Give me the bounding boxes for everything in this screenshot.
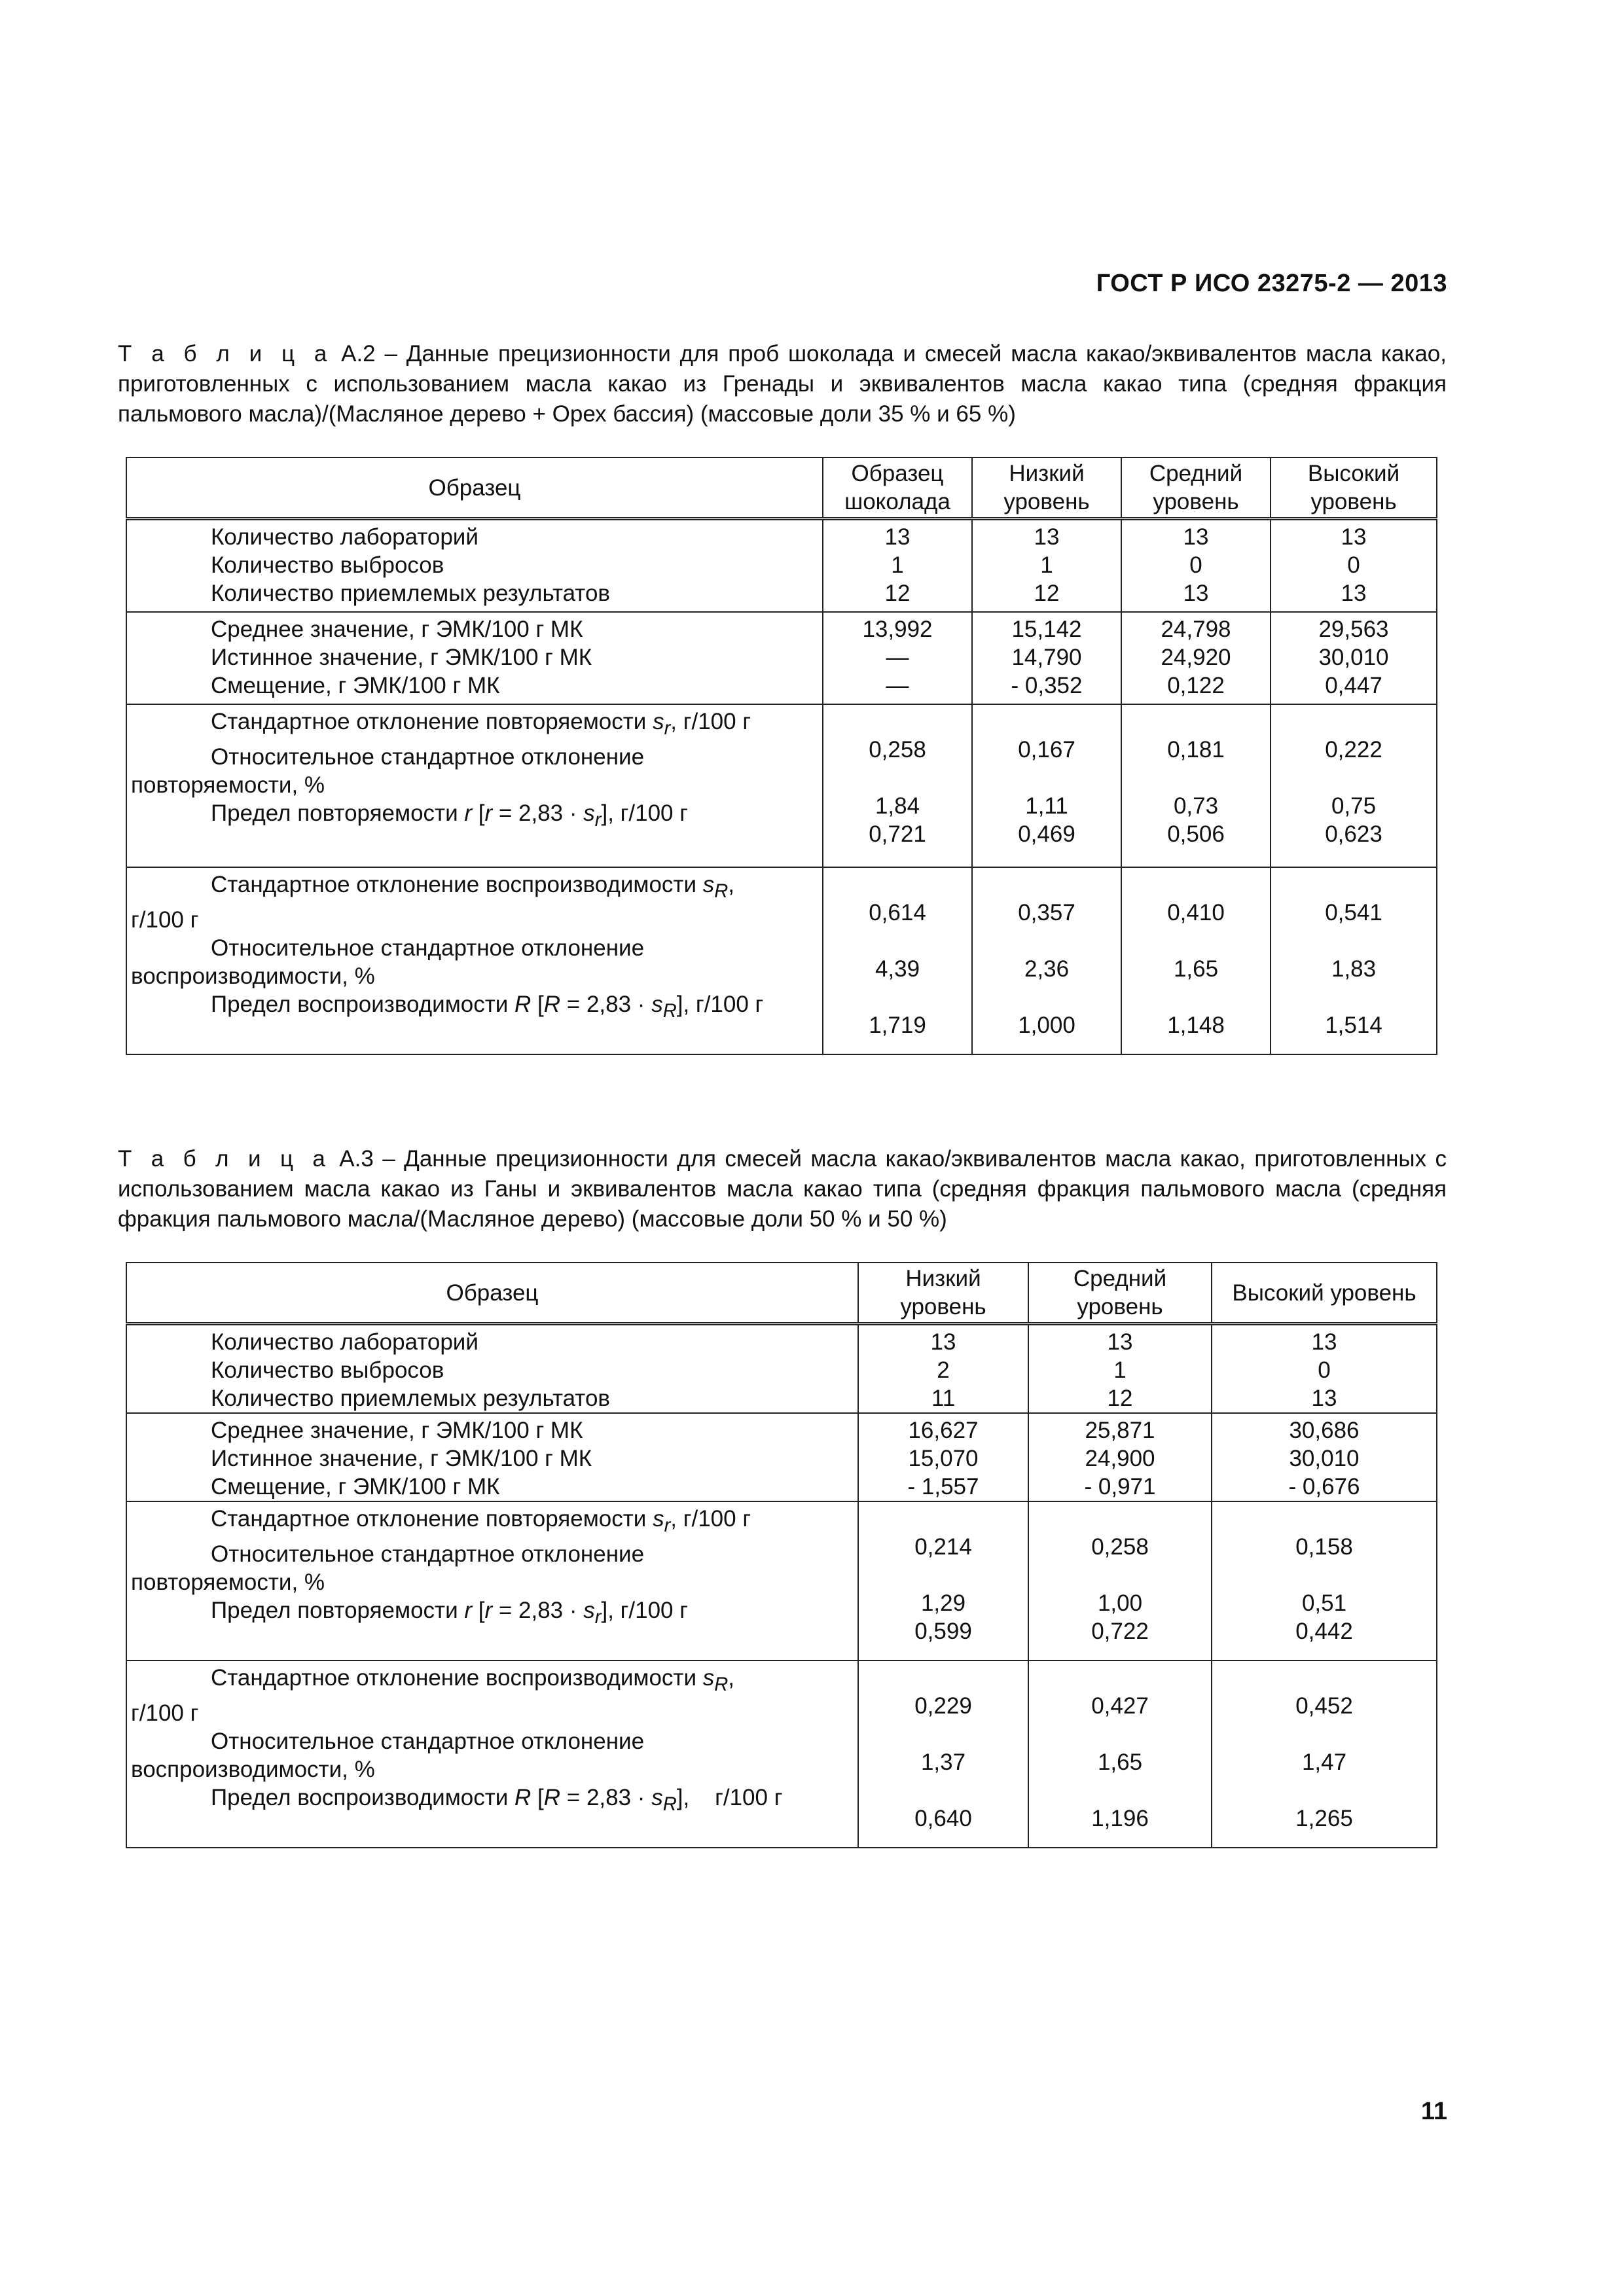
label-text: Стандартное отклонение воспроизводимости	[211, 872, 703, 897]
row-label: Количество выбросов	[211, 1357, 444, 1383]
table-cell: 0,722	[1091, 1619, 1149, 1644]
table-cell: 16,627	[908, 1418, 979, 1443]
table-cell: 0,357	[1018, 900, 1075, 925]
symbol-subscript: r	[664, 1515, 671, 1536]
table-group	[126, 704, 1437, 867]
table-cell: 0,410	[1167, 900, 1225, 925]
table-row	[126, 1660, 1437, 1848]
table-cell: 0,222	[1325, 737, 1382, 762]
label-text: = 2,83 ·	[492, 1598, 584, 1623]
table-a3-caption	[118, 1144, 1447, 1234]
symbol: r	[464, 800, 473, 826]
symbol: s	[702, 872, 715, 897]
row-label	[131, 1664, 854, 1699]
table-a3-caption-text: А.3 – Данные прецизионности для смесей масла какао/эквивалентов масла какао, приготовленных с использованием масла какао из Ганы и эквивалентов масла какао типа (средняя фракция пальмового масла (средняя фракция пальмового масла/(Масляное дерево) (массовые доли 50 % и 50 %)	[118, 1146, 1447, 1232]
table-cell: 1,65	[1097, 1749, 1143, 1775]
table-cell: 12	[1034, 581, 1060, 606]
table-group	[126, 1501, 1437, 1660]
symbol: s	[702, 1665, 715, 1691]
table-cell: 1,47	[1301, 1749, 1347, 1775]
table-row	[126, 1413, 1437, 1501]
table-cell: 30,010	[1289, 1446, 1360, 1471]
row-label	[131, 1784, 854, 1819]
table-cell: 24,920	[1161, 645, 1231, 670]
table-cell: 0,442	[1295, 1619, 1353, 1644]
table-cell: - 0,676	[1288, 1474, 1360, 1499]
table-cell: 30,010	[1318, 645, 1389, 670]
table-cell: 0,181	[1167, 737, 1225, 762]
column-header: Образец	[126, 457, 823, 519]
table-cell: 13	[884, 524, 911, 550]
symbol: s	[653, 709, 664, 734]
table-cell: 0	[1318, 1357, 1331, 1383]
row-label: Количество приемлемых результатов	[211, 1386, 611, 1411]
row-label: Среднее значение, г ЭМК/100 г МК	[211, 617, 583, 642]
label-text: [	[472, 1598, 485, 1623]
table-cell: 13	[1034, 524, 1060, 550]
table-cell: 1	[1113, 1357, 1127, 1383]
row-label: Относительное стандартное отклонение	[211, 744, 645, 770]
row-label: Смещение, г ЭМК/100 г МК	[211, 1474, 500, 1499]
table-cell: - 0,971	[1084, 1474, 1156, 1499]
label-text: Предел повторяемости	[211, 800, 465, 826]
table-cell: 1,514	[1325, 1013, 1382, 1038]
table-cell: 1,29	[920, 1590, 966, 1616]
label-text: = 2,83 ·	[492, 800, 584, 826]
table-group	[126, 867, 1437, 1054]
label-text: [	[531, 1785, 544, 1810]
table-cell: 29,563	[1318, 617, 1389, 642]
symbol: R	[514, 992, 532, 1017]
symbol-subscript: R	[662, 1794, 677, 1815]
table-cell: 0,614	[869, 900, 926, 925]
table-cell: 1,000	[1018, 1013, 1075, 1038]
row-label: Количество лабораторий	[211, 1329, 478, 1355]
symbol: r	[484, 1598, 493, 1623]
row-label: Количество приемлемых результатов	[211, 581, 611, 606]
table-cell: 1,148	[1167, 1013, 1225, 1038]
label-text: Стандартное отклонение повторяемости	[211, 709, 653, 734]
table-cell: 1	[891, 552, 904, 578]
table-row	[126, 519, 1437, 613]
table-cell: - 1,557	[907, 1474, 979, 1499]
label-text: ,	[728, 1665, 735, 1691]
table-cell: 25,871	[1085, 1418, 1155, 1443]
symbol: R	[543, 992, 561, 1017]
row-label: Относительное стандартное отклонение	[211, 935, 645, 961]
row-label: повторяемости, %	[131, 772, 325, 798]
table-cell: 0,73	[1173, 793, 1219, 819]
table-group	[126, 1324, 1437, 1414]
table-cell: 0,599	[914, 1619, 972, 1644]
spacer	[131, 1632, 854, 1660]
label-text: ], г/100 г	[676, 992, 764, 1017]
table-cell: 1,00	[1097, 1590, 1143, 1616]
row-label: Истинное значение, г ЭМК/100 г МК	[211, 645, 592, 670]
table-cell: 0,427	[1091, 1693, 1149, 1719]
table-cell: 0,506	[1167, 821, 1225, 847]
table-cell: 13	[1311, 1386, 1337, 1411]
table-a2-caption-text: А.2 – Данные прецизионности для проб шоколада и смесей масла какао/эквивалентов масла какао, приготовленных с использованием масла какао из Гренады и эквивалентов масла какао типа (средняя фракция пальмового масла)/(Масляное дерево + Орех бассия) (массовые доли 35 % и 65 %)	[118, 341, 1447, 427]
symbol-subscript: r	[664, 718, 671, 739]
table-cell: 13	[1183, 524, 1209, 550]
symbol-subscript: R	[662, 1001, 677, 1022]
label-text: , г/100 г	[670, 1506, 751, 1532]
column-header: Образец шоколада	[823, 457, 972, 519]
table-cell: 0	[1189, 552, 1202, 578]
table-cell: 0,469	[1018, 821, 1075, 847]
table-row	[126, 1501, 1437, 1660]
table-cell: 4,39	[875, 956, 920, 982]
row-label	[131, 1505, 854, 1540]
table-cell: 0,258	[869, 737, 926, 762]
table-cell: 1,37	[920, 1749, 966, 1775]
table-header-row	[126, 1263, 1437, 1324]
table-cell: 15,070	[908, 1446, 979, 1471]
row-label: воспроизводимости, %	[131, 963, 375, 989]
table-cell: 0,258	[1091, 1534, 1149, 1560]
row-label: Истинное значение, г ЭМК/100 г МК	[211, 1446, 592, 1471]
column-header: Низкий уровень	[972, 457, 1121, 519]
table-cell: 30,686	[1289, 1418, 1360, 1443]
column-header: Низкий уровень	[858, 1263, 1028, 1324]
table-cell: 13	[1341, 581, 1367, 606]
table-cell: 13,992	[862, 617, 933, 642]
row-label: Количество выбросов	[211, 552, 444, 578]
table-cell: 13	[1107, 1329, 1133, 1355]
symbol-subscript: R	[714, 881, 729, 902]
table-a2-caption-label: Т а б л и ц а	[118, 341, 333, 367]
table-cell: - 0,352	[1011, 673, 1083, 698]
label-text: Предел воспроизводимости	[211, 1785, 515, 1810]
table-cell: 1	[1040, 552, 1053, 578]
table-cell: —	[886, 673, 909, 698]
symbol: s	[583, 1598, 595, 1623]
label-text: ,	[728, 872, 735, 897]
symbol: s	[651, 992, 663, 1017]
table-cell: 24,900	[1085, 1446, 1155, 1471]
label-text: , г/100 г	[670, 709, 751, 734]
table-cell: 12	[884, 581, 911, 606]
table-header-row	[126, 457, 1437, 519]
label-text: [	[531, 992, 544, 1017]
table-cell: 0,452	[1295, 1693, 1353, 1719]
row-label: Относительное стандартное отклонение	[211, 1729, 645, 1754]
row-label: Относительное стандартное отклонение	[211, 1541, 645, 1567]
label-text: [	[472, 800, 485, 826]
document-header: ГОСТ Р ИСО 23275-2 — 2013	[1096, 270, 1447, 297]
column-header: Высокий уровень	[1271, 457, 1437, 519]
table-a3-caption-label: Т а б л и ц а	[118, 1146, 331, 1172]
table-cell: 11	[931, 1386, 956, 1411]
row-label: Среднее значение, г ЭМК/100 г МК	[211, 1418, 583, 1443]
symbol: r	[464, 1598, 473, 1623]
table-cell: 15,142	[1011, 617, 1082, 642]
spacer	[131, 834, 818, 863]
page-number: 11	[1420, 2098, 1447, 2125]
row-label: Смещение, г ЭМК/100 г МК	[211, 673, 500, 698]
table-cell: 1,65	[1173, 956, 1219, 982]
table-cell: 13	[1341, 524, 1367, 550]
table-cell: 0,541	[1325, 900, 1382, 925]
symbol: s	[651, 1785, 663, 1810]
label-text: Стандартное отклонение воспроизводимости	[211, 1665, 703, 1691]
table-group	[126, 612, 1437, 704]
table-group	[126, 1413, 1437, 1501]
table-cell: 12	[1107, 1386, 1133, 1411]
row-label: Количество лабораторий	[211, 524, 478, 550]
column-header: Образец	[126, 1263, 858, 1324]
table-cell: 24,798	[1161, 617, 1231, 642]
table-row	[126, 1324, 1437, 1414]
symbol-subscript: r	[594, 1607, 602, 1628]
table-a3	[126, 1262, 1437, 1848]
label-text: = 2,83 ·	[560, 992, 652, 1017]
row-label	[131, 990, 818, 1026]
row-label	[131, 708, 818, 743]
table-group	[126, 1660, 1437, 1848]
table-cell: 1,265	[1295, 1806, 1353, 1831]
table-cell: 13	[1311, 1329, 1337, 1355]
table-cell: 14,790	[1011, 645, 1082, 670]
label-text: = 2,83 ·	[560, 1785, 652, 1810]
table-cell: 0	[1347, 552, 1360, 578]
table-cell: 0,229	[914, 1693, 972, 1719]
table-cell: 0,167	[1018, 737, 1075, 762]
spacer	[131, 1819, 854, 1847]
table-row	[126, 612, 1437, 704]
symbol: s	[583, 800, 595, 826]
spacer	[131, 1026, 818, 1054]
row-label: повторяемости, %	[131, 1570, 325, 1595]
table-cell: 0,75	[1331, 793, 1377, 819]
row-label: воспроизводимости, %	[131, 1757, 375, 1782]
table-cell: 0,721	[869, 821, 926, 847]
table-cell: 0,447	[1325, 673, 1382, 698]
row-label	[131, 1596, 854, 1632]
label-text: ], г/100 г	[601, 800, 689, 826]
row-label: г/100 г	[131, 907, 199, 933]
table-cell: 1,83	[1331, 956, 1377, 982]
column-header: Высокий уровень	[1212, 1263, 1437, 1324]
label-text: Предел повторяемости	[211, 1598, 465, 1623]
table-cell: 1,84	[875, 793, 920, 819]
table-cell: 0,158	[1295, 1534, 1353, 1560]
row-label: г/100 г	[131, 1700, 199, 1726]
table-cell: 0,51	[1301, 1590, 1347, 1616]
table-row	[126, 867, 1437, 1054]
table-cell: 0,640	[914, 1806, 972, 1831]
table-cell: 1,11	[1025, 793, 1068, 819]
table-cell: —	[886, 645, 909, 670]
table-cell: 1,196	[1091, 1806, 1149, 1831]
table-cell: 1,719	[869, 1013, 926, 1038]
symbol: R	[543, 1785, 561, 1810]
row-label	[131, 799, 818, 834]
table-a2	[126, 457, 1437, 1055]
label-text: ], г/100 г	[676, 1785, 783, 1810]
label-text: Стандартное отклонение повторяемости	[211, 1506, 653, 1532]
table-cell: 2,36	[1024, 956, 1070, 982]
table-cell: 0,122	[1167, 673, 1225, 698]
table-row	[126, 704, 1437, 867]
label-text: ], г/100 г	[601, 1598, 689, 1623]
table-cell: 0,214	[914, 1534, 972, 1560]
column-header: Средний уровень	[1121, 457, 1271, 519]
symbol-subscript: R	[714, 1674, 729, 1695]
table-a2-caption	[118, 339, 1447, 429]
symbol: s	[653, 1506, 664, 1532]
table-cell: 13	[930, 1329, 956, 1355]
table-group	[126, 519, 1437, 613]
table-cell: 2	[937, 1357, 950, 1383]
symbol: r	[484, 800, 493, 826]
row-label	[131, 870, 818, 906]
symbol: R	[514, 1785, 532, 1810]
table-cell: 13	[1183, 581, 1209, 606]
table-cell: 0,623	[1325, 821, 1382, 847]
column-header: Средний уровень	[1028, 1263, 1212, 1324]
symbol-subscript: r	[594, 810, 602, 831]
label-text: Предел воспроизводимости	[211, 992, 515, 1017]
